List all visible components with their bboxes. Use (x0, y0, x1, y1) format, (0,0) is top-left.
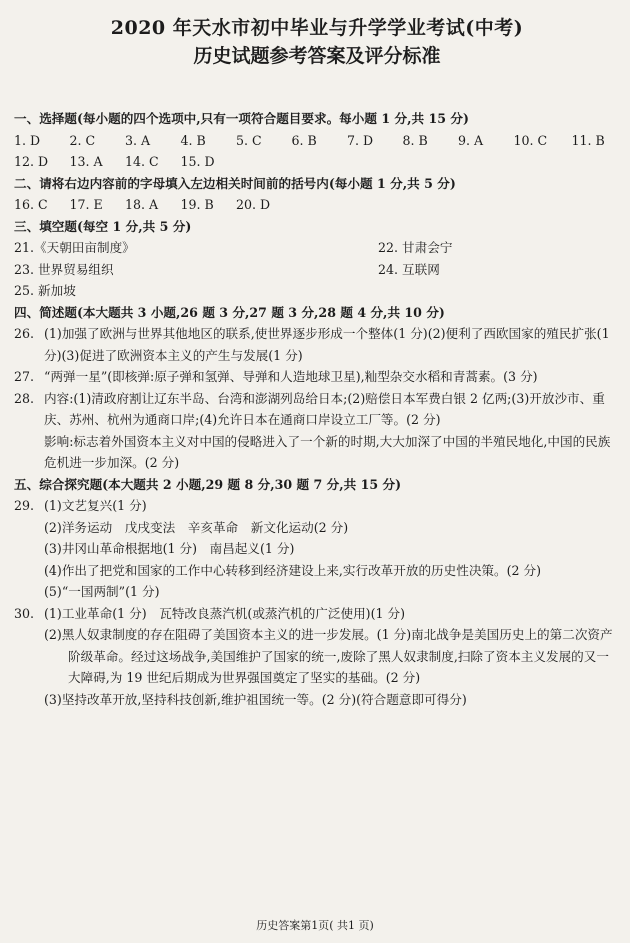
question-number: 27. (14, 369, 35, 384)
answer-item: 18. A (125, 197, 159, 212)
question-answer: (1)加强了欧洲与世界其他地区的联系,使世界逐步形成一个整体(1 分)(2)便利了西欧国家的殖民扩张(1 分)(3)促进了欧洲资本主义的产生与发展(1 分) (44, 326, 610, 363)
answer-item: 12. D (14, 154, 49, 169)
answer-item: 4. B (180, 132, 206, 148)
answer-item: 6. B (291, 132, 317, 148)
sub-answer: (1)文艺复兴(1 分) (44, 498, 147, 513)
sub-answer: (1)工业革命(1 分) 瓦特改良蒸汽机(或蒸汽机的广泛使用)(1 分) (44, 605, 406, 621)
answer-item: 5. C (236, 132, 262, 148)
answer-item: 10. C (513, 132, 548, 148)
question-answer: “两弹一星”(即核弹:原子弹和氢弹、导弹和人造地球卫星),籼型杂交水稻和青蒿素。(3 分) (44, 369, 538, 384)
answer-row (14, 194, 620, 216)
question-number: 28. (14, 390, 35, 406)
question-answer-content: 内容:(1)清政府割让辽东半岛、台湾和澎湖列岛给日本;(2)赔偿日本军费白银 2 亿两;(3)开放沙市、重庆、苏州、杭州为通商口岸;(4)允许日本在通商口岸设立工厂等。(2 分) (44, 390, 605, 427)
answer-item: 24. 互联网 (378, 261, 440, 277)
question-number: 30. (14, 605, 35, 621)
sub-answer: (3)井冈山革命根据地(1 分) 南昌起义(1 分) (44, 541, 295, 556)
question-30 (14, 603, 620, 711)
answer-row (14, 237, 620, 259)
answer-item: 1. D (14, 132, 41, 148)
question-29 (14, 495, 620, 603)
answer-row (14, 151, 620, 173)
answer-row (14, 130, 620, 152)
sub-answer: (3)坚持改革开放,坚持科技创新,维护祖国统一等。(2 分)(符合题意即可得分) (44, 691, 467, 707)
answer-item: 19. B (180, 197, 214, 212)
sub-answer: (5)“一国两制”(1 分) (44, 584, 160, 599)
answer-item: 23. 世界贸易组织 (14, 261, 114, 277)
answer-item: 3. A (125, 132, 151, 148)
answer-item: 2. C (69, 132, 96, 148)
sub-answer: (4)作出了把党和国家的工作中心转移到经济建设上来,实行改革开放的历史性决策。(2 分) (44, 562, 542, 578)
section-3-heading: 三、填空题(每空 1 分,共 5 分) (14, 218, 192, 234)
section-5-heading: 五、综合探究题(本大题共 2 小题,29 题 8 分,30 题 7 分,共 15 分) (14, 476, 402, 492)
page-title: 2020 年天水市初中毕业与升学学业考试(中考) (110, 17, 524, 39)
answer-item: 21.《天朝田亩制度》 (14, 240, 135, 255)
question-number: 26. (14, 326, 35, 341)
answer-item: 15. D (180, 154, 215, 169)
question-answer-impact: 影响:标志着外国资本主义对中国的侵略进入了一个新的时期,大大加深了中国的半殖民地化,中国的民族危机进一步加深。(2 分) (44, 433, 611, 470)
question-28 (14, 388, 620, 474)
page-subtitle: 历史试题参考答案及评分标准 (193, 45, 441, 67)
page-footer: 历史答案第1页( 共1 页) (256, 919, 374, 932)
answer-row (14, 280, 620, 302)
answer-item: 13. A (69, 154, 103, 169)
answer-item: 16. C (14, 197, 48, 212)
answer-item: 7. D (347, 132, 374, 148)
answer-item: 8. B (402, 132, 428, 148)
question-number: 29. (14, 498, 35, 513)
answer-item: 14. C (125, 154, 159, 169)
section-2-heading: 二、请将右边内容前的字母填入左边相关时间前的括号内(每小题 1 分,共 5 分) (14, 175, 456, 191)
sub-answer: (2)洋务运动 戊戌变法 辛亥革命 新文化运动(2 分) (44, 519, 349, 535)
answer-item: 11. B (571, 132, 605, 148)
answer-item: 20. D (236, 197, 271, 212)
answer-item: 25. 新加坡 (14, 283, 76, 298)
sub-answer: (2)黑人奴隶制度的存在阻碍了美国资本主义的进一步发展。(1 分)南北战争是美国历史上的第二次资产阶级革命。经过这场战争,美国维护了国家的统一,废除了黑人奴隶制度,扫除了资本主义发展的又一大障碍,为 19 世纪后期成为世界强国奠定了坚实的基础。(2 分) (44, 627, 613, 685)
question-27 (14, 366, 620, 388)
answer-item: 17. E (69, 197, 103, 212)
section-4-heading: 四、简述题(本大题共 3 小题,26 题 3 分,27 题 3 分,28 题 4 分,共 10 分) (14, 304, 445, 320)
answer-item: 9. A (458, 132, 484, 148)
question-26 (14, 323, 620, 366)
section-1-heading: 一、选择题(每小题的四个选项中,只有一项符合题目要求。每小题 1 分,共 15 分) (14, 111, 469, 126)
answer-row (14, 259, 620, 281)
answer-item: 22. 甘肃会宁 (378, 240, 453, 255)
